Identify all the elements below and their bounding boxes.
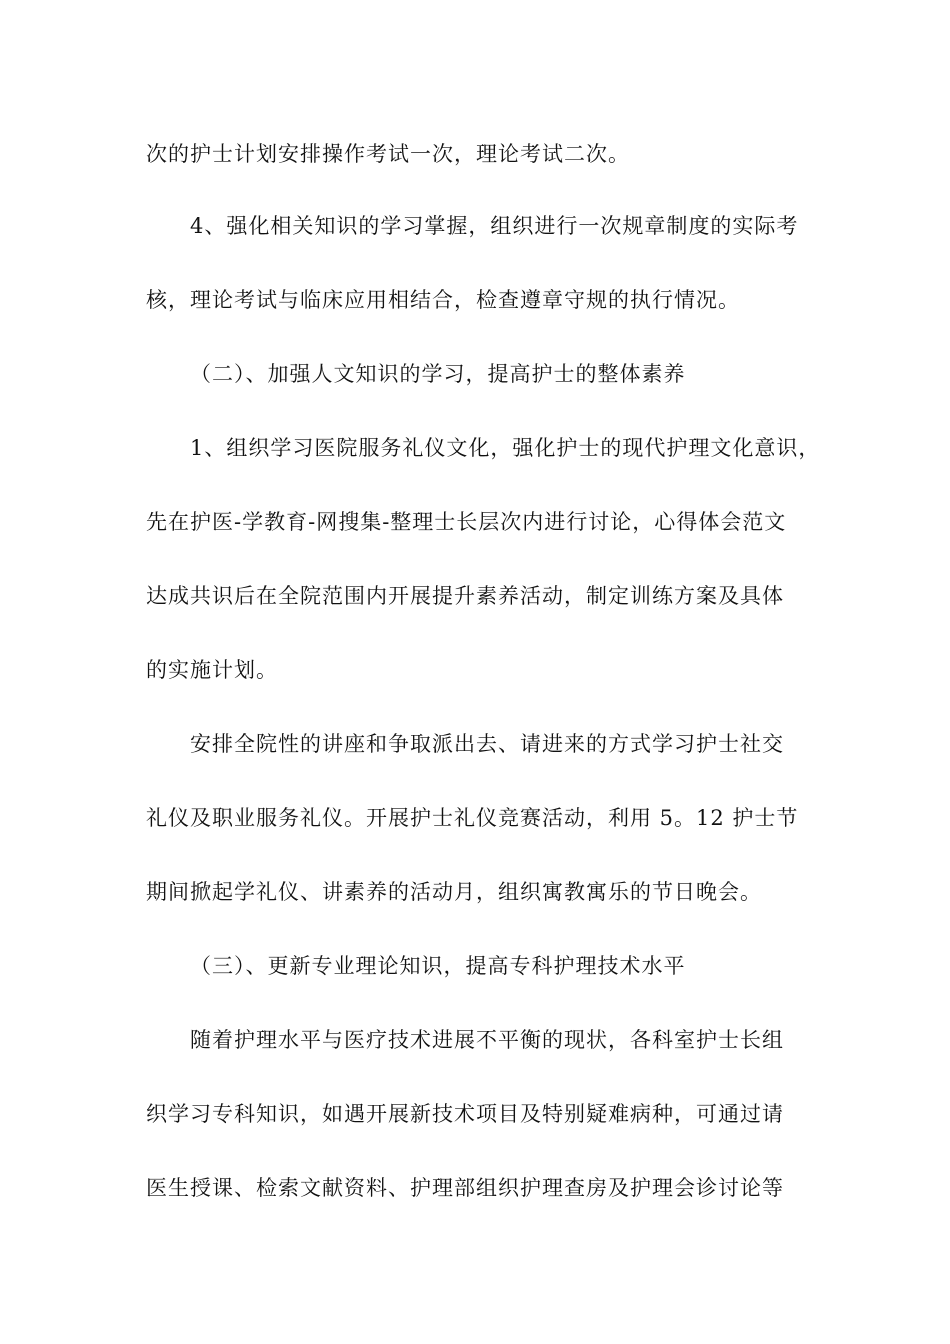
text-line: 1、组织学习医院服务礼仪文化，强化护士的现代护理文化意识， [190, 436, 821, 460]
text-line: 医生授课、检索文献资料、护理部组织护理查房及护理会诊讨论等 [146, 1176, 784, 1200]
text-line: 随着护理水平与医疗技术进展不平衡的现状，各科室护士长组 [190, 1028, 784, 1052]
text-line: 先在护医-学教育-网搜集-整理士长层次内进行讨论，心得体会范文 [146, 510, 787, 534]
text-line: 期间掀起学礼仪、讲素养的活动月，组织寓教寓乐的节日晚会。 [146, 880, 762, 904]
section-heading: （二）、加强人文知识的学习，提高护士的整体素养 [190, 362, 686, 386]
text-line: 织学习专科知识，如遇开展新技术项目及特别疑难病种，可通过请 [146, 1102, 784, 1126]
text-line: 核，理论考试与临床应用相结合，检查遵章守规的执行情况。 [146, 288, 740, 312]
text-line: 礼仪及职业服务礼仪。开展护士礼仪竞赛活动，利用 5。12 护士节 [146, 806, 799, 830]
section-heading: （三）、更新专业理论知识，提高专科护理技术水平 [190, 954, 686, 978]
text-line: 的实施计划。 [146, 658, 278, 682]
text-line: 次的护士计划安排操作考试一次，理论考试二次。 [146, 142, 630, 166]
text-line: 4、强化相关知识的学习掌握，组织进行一次规章制度的实际考 [190, 214, 799, 238]
text-line: 安排全院性的讲座和争取派出去、请进来的方式学习护士社交 [190, 732, 784, 756]
text-line: 达成共识后在全院范围内开展提升素养活动，制定训练方案及具体 [146, 584, 784, 608]
